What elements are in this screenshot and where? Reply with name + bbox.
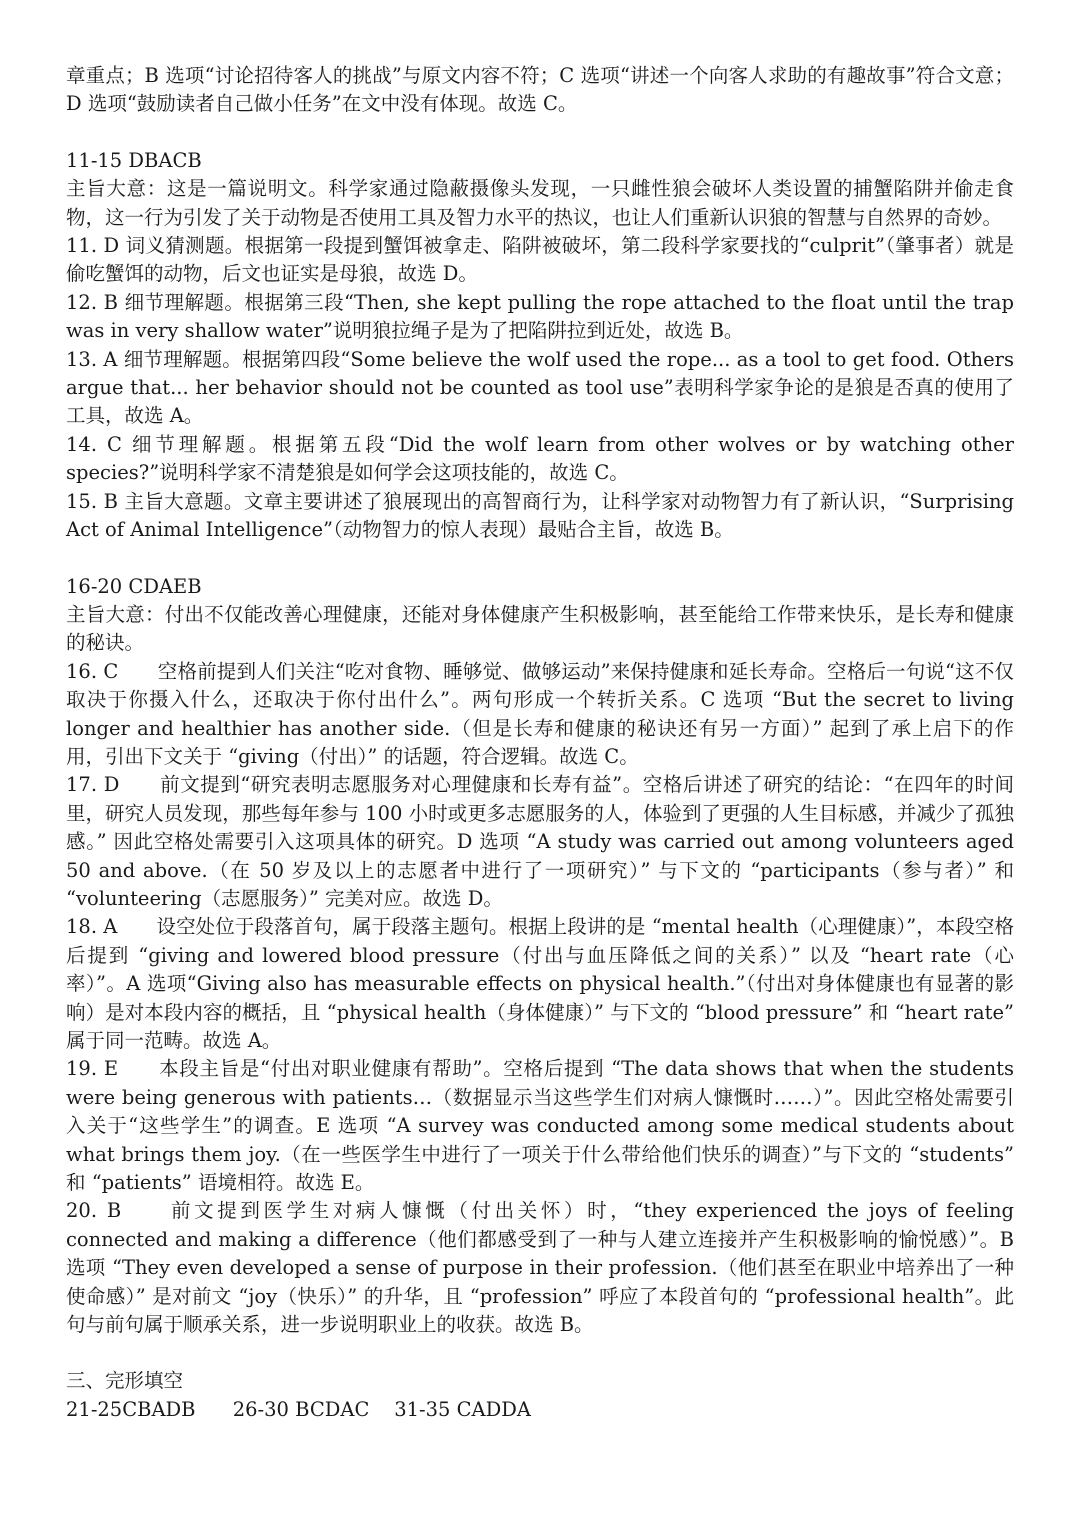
answer-item-19: 19. E 本段主旨是“付出对职业健康有帮助”。空格后提到 “The data shows that when the students were being generous with patients…（数据显示当这些学生们对病人慷慨时……）”。因此空格处需要引入关于“这些学生”的调查。E 选项 “A survey was conducted among some medical students about what brings them joy.（在一些医学生中进行了一项关于什么带给他们快乐的调查）”与下文的 “students” 和 “patients” 语境相符。故选 E。 — [66, 1057, 1014, 1195]
answer-item-11: 11. D 词义猜测题。根据第一段提到蟹饵被拿走、陷阱被破坏，第二段科学家要找的“culprit”（肇事者）就是偷吃蟹饵的动物，后文也证实是母狼，故选 D。 — [66, 234, 1014, 286]
section-gap — [66, 545, 1014, 573]
cloze-answers-21-25: 21-25CBADB — [66, 1397, 196, 1421]
cloze-answers-31-35: 31-35 CADDA — [394, 1397, 531, 1421]
section-16-20-heading: 16-20 CDAEB — [66, 574, 202, 598]
section-11-15-heading: 11-15 DBACB — [66, 148, 202, 172]
answer-item-16: 16. C 空格前提到人们关注“吃对食物、睡够觉、做够运动”来保持健康和延长寿命。空格后一句说“这不仅取决于你摄入什么，还取决于你付出什么”。两句形成一个转折关系。C 选项 “But the secret to living longer and healthier has another side.（但是长寿和健康的秘诀还有另一方面）” 起到了承上启下的作用，引出下文关于 “giving（付出）” 的话题，符合逻辑。故选 C。 — [66, 659, 1014, 768]
answer-item-14: 14. C 细节理解题。根据第五段“Did the wolf learn from other wolves or by watching other species?”说明科学家不清楚狼是如何学会这项技能的，故选 C。 — [66, 432, 1014, 485]
cloze-answers-line — [66, 1396, 1014, 1424]
answer-item-12: 12. B 细节理解题。根据第三段“Then, she kept pulling the rope attached to the float until the trap was in very shallow water”说明狼拉绳子是为了把陷阱拉到近处，故选 B。 — [66, 290, 1014, 343]
answer-item-20: 20. B 前文提到医学生对病人慷慨（付出关怀）时，“they experienced the joys of feeling connected and making a difference（他们都感受到了一种与人建立连接并产生积极影响的愉悦感）”。B 选项 “They even developed a sense of purpose in their profession.（他们甚至在职业中培养出了一种使命感）” 是对前文 “joy（快乐）” 的升华，且 “profession” 呼应了本段首句的 “professional health”。此句与前句属于顺承关系，进一步说明职业上的收获。故选 B。 — [66, 1199, 1014, 1337]
answer-item-17: 17. D 前文提到“研究表明志愿服务对心理健康和长寿有益”。空格后讲述了研究的结论：“在四年的时间里，研究人员发现，那些每年参与 100 小时或更多志愿服务的人，体验到了更强的人生目标感，并减少了孤独感。” 因此空格处需要引入这项具体的研究。D 选项 “A study was carried out among volunteers aged 50 and above.（在 50 岁及以上的志愿者中进行了一项研究）” 与下文的 “participants（参与者）” 和 “volunteering（志愿服务）” 完美对应。故选 D。 — [66, 773, 1014, 910]
answer-item-13: 13. A 细节理解题。根据第四段“Some believe the wolf used the rope... as a tool to get food. Others argue that... her behavior should not be counted as tool use”表明科学家争论的是狼是否真的使用了工具，故选 A。 — [66, 347, 1014, 428]
intro-tail-paragraph: 章重点；B 选项“讨论招待客人的挑战”与原文内容不符；C 选项“讲述一个向客人求助的有趣故事”符合文意；D 选项“鼓励读者自己做小任务”在文中没有体现。故选 C。 — [66, 64, 1014, 116]
cloze-answers-26-30: 26-30 BCDAC — [232, 1397, 370, 1421]
section-cloze — [66, 1367, 1014, 1424]
answer-item-18: 18. A 设空处位于段落首句，属于段落主题句。根据上段讲的是 “mental health（心理健康）”，本段空格后提到 “giving and lowered blood pressure（付出与血压降低之间的关系）” 以及 “heart rate（心率）”。A 选项“Giving also has measurable effects on physical health.”（付出对身体健康也有显著的影响）是对本段内容的概括，且 “physical health（身体健康）” 与下文的 “blood pressure” 和 “heart rate” 属于同一范畴。故选 A。 — [66, 915, 1014, 1052]
section-gap — [66, 119, 1014, 147]
section-16-20-summary: 主旨大意：付出不仅能改善心理健康，还能对身体健康产生积极影响，甚至能给工作带来快乐，是长寿和健康的秘诀。 — [66, 602, 1014, 655]
section-11-15-summary: 主旨大意：这是一篇说明文。科学家通过隐蔽摄像头发现，一只雌性狼会破坏人类设置的捕蟹陷阱并偷走食物，这一行为引发了关于动物是否使用工具及智力水平的热议，也让人们重新认识狼的智慧与自然界的奇妙。 — [66, 177, 1014, 229]
section-11-15 — [66, 147, 1014, 545]
section-cloze-heading: 三、完形填空 — [66, 1369, 184, 1393]
answer-item-15: 15. B 主旨大意题。文章主要讲述了狼展现出的高智商行为，让科学家对动物智力有了新认识，“Surprising Act of Animal Intelligence”（动物智力的惊人表现）最贴合主旨，故选 B。 — [66, 489, 1014, 542]
section-gap — [66, 1339, 1014, 1367]
section-16-20 — [66, 573, 1014, 1340]
